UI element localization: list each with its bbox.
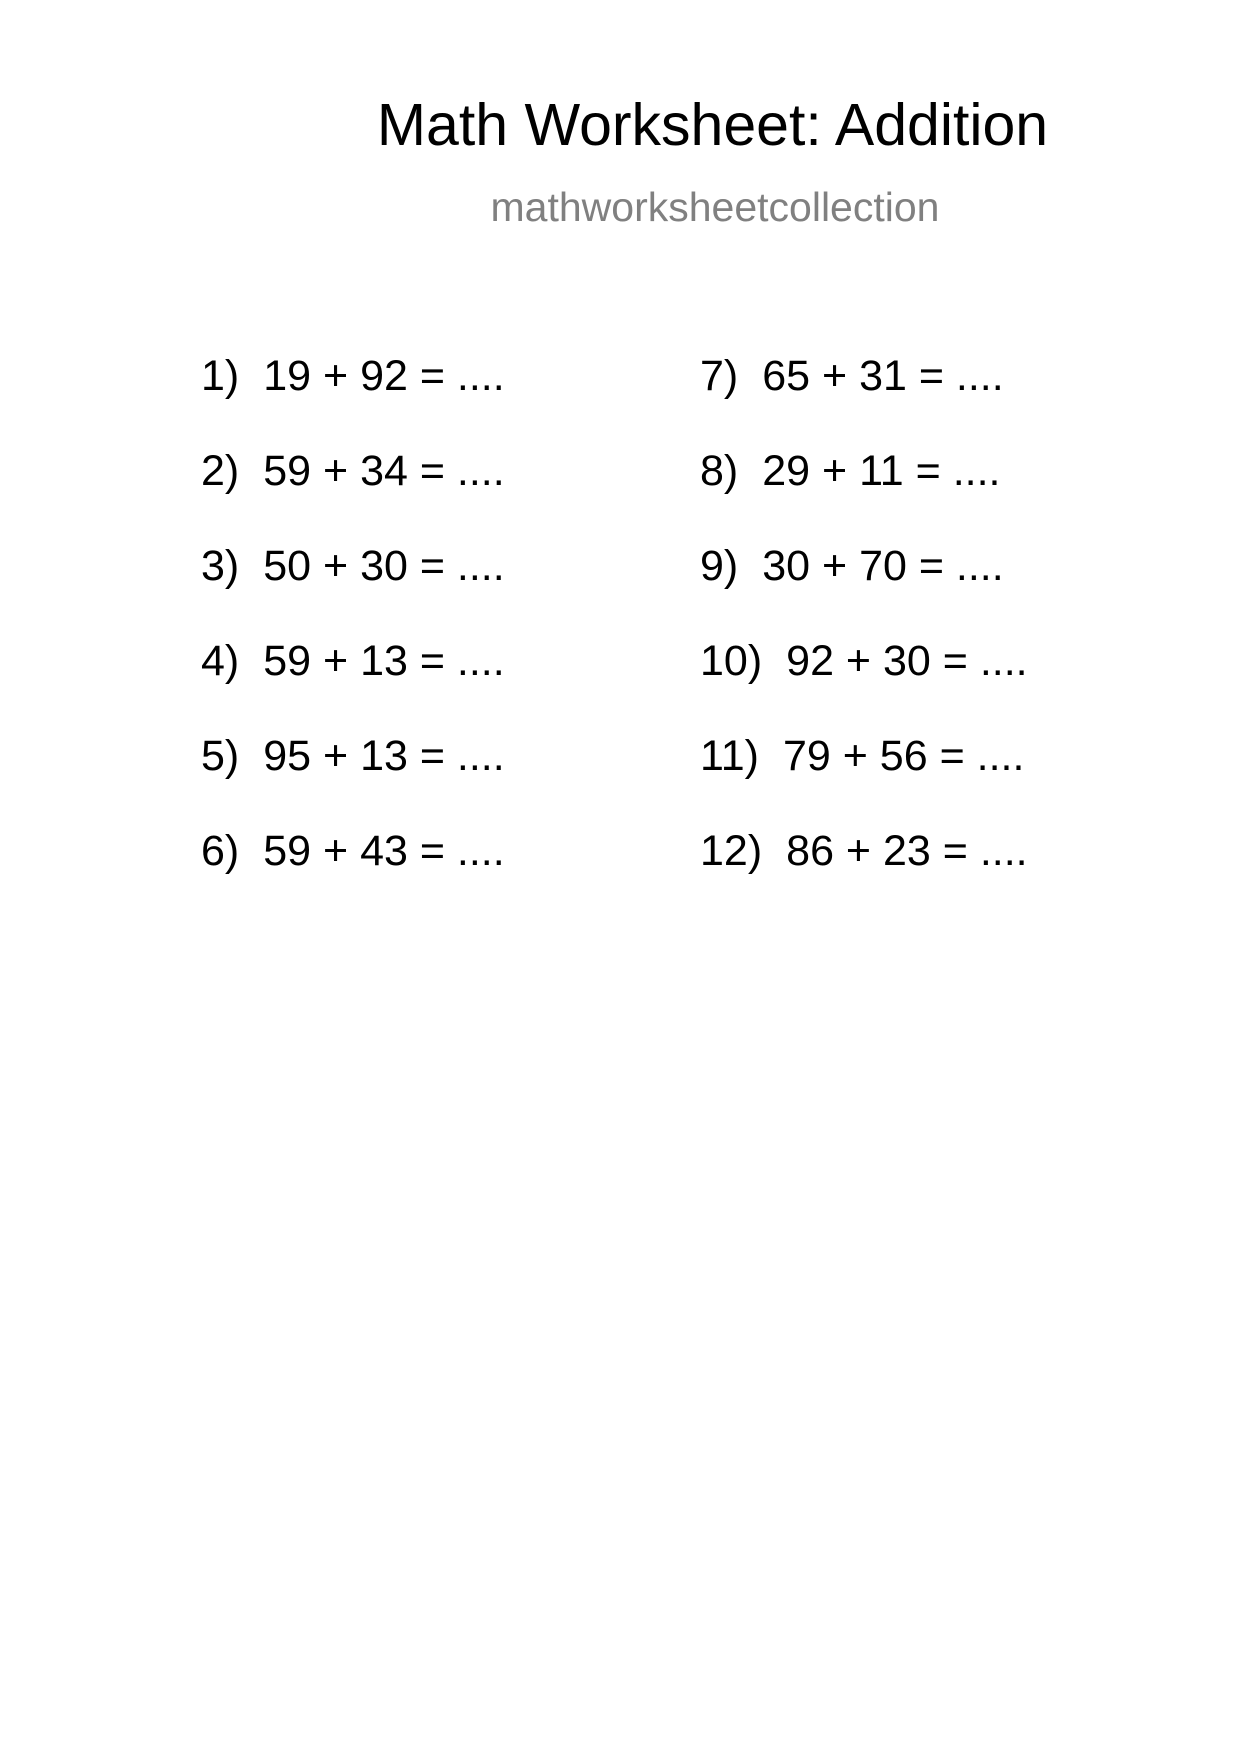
problem-number: 10): [700, 637, 763, 685]
problem-number: 12): [700, 827, 763, 875]
problem-item: [700, 352, 1200, 450]
problem-number: 11): [700, 732, 759, 780]
problem-expression: 59 + 13 = ....: [263, 637, 505, 685]
problem-expression: 79 + 56 = ....: [782, 732, 1025, 780]
problem-item: [201, 352, 701, 450]
problem-number: 4): [201, 637, 240, 685]
problem-expression: 92 + 30 = ....: [786, 637, 1028, 685]
page-title: Math Worksheet: Addition: [376, 92, 1049, 158]
problem-item: [700, 447, 1200, 545]
problem-number: 7): [700, 352, 739, 400]
problem-expression: 59 + 34 = ....: [263, 447, 505, 495]
problem-item: [201, 542, 701, 640]
problem-column-right: [700, 352, 1200, 925]
problem-number: 6): [201, 827, 240, 875]
problem-number: 8): [700, 447, 739, 495]
problem-item: [201, 447, 701, 545]
problem-column-left: [201, 352, 701, 925]
problem-number: 2): [201, 447, 240, 495]
problem-item: [201, 732, 701, 830]
problem-item: [700, 827, 1200, 925]
problem-item: [700, 732, 1200, 830]
problem-item: [700, 637, 1200, 735]
problem-item: [201, 637, 701, 735]
problem-item: [700, 542, 1200, 640]
problem-expression: 65 + 31 = ....: [762, 352, 1004, 400]
problem-expression: 95 + 13 = ....: [263, 732, 505, 780]
problem-expression: 86 + 23 = ....: [786, 827, 1028, 875]
problem-number: 9): [700, 542, 739, 590]
problem-number: 5): [201, 732, 240, 780]
problem-expression: 29 + 11 = ....: [762, 447, 1001, 495]
page-subtitle: mathworksheetcollection: [490, 184, 940, 230]
problem-number: 3): [201, 542, 240, 590]
problem-expression: 19 + 92 = ....: [263, 352, 505, 400]
problem-number: 1): [201, 352, 240, 400]
problem-item: [201, 827, 701, 925]
problem-expression: 50 + 30 = ....: [263, 542, 505, 590]
problem-expression: 59 + 43 = ....: [263, 827, 505, 875]
problem-expression: 30 + 70 = ....: [762, 542, 1004, 590]
